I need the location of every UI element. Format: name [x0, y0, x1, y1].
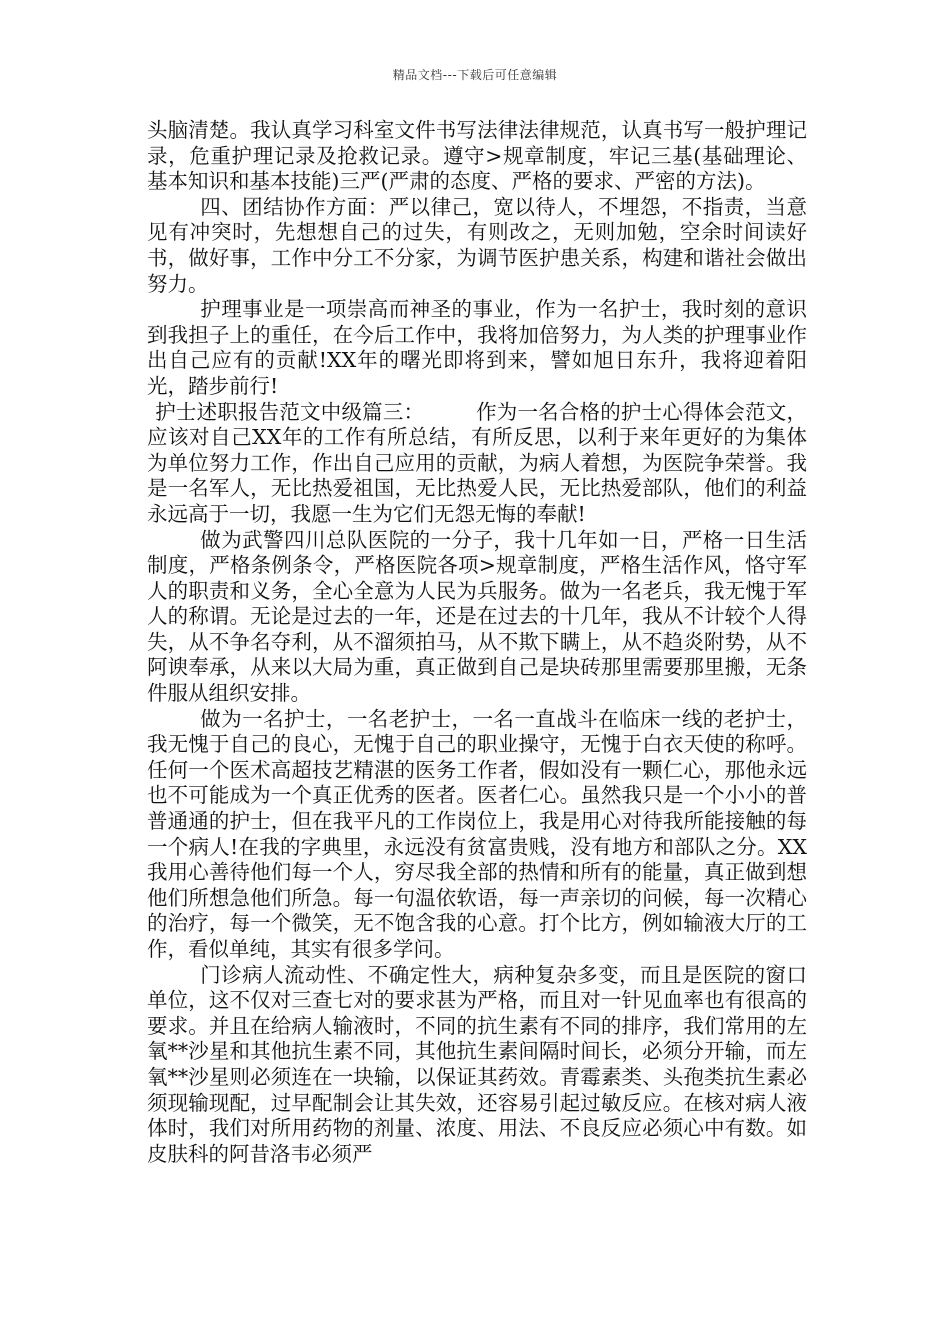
paragraph-teamwork: 四、团结协作方面：严以律己，宽以待人，不埋怨，不指责，当意见有冲突时，先想想自己的过失，有则改之，无则加勉，空余时间读好书，做好事，工作中分工不分家，为调节医护患关系，构建和谐社会做出努力。 [147, 194, 807, 296]
paragraph-nursing-career: 护理事业是一项崇高而神圣的事业，作为一名护士，我时刻的意识到我担子上的重任，在今后工作中，我将加倍努力，为人类的护理事业作出自己应有的贡献!XX年的曙光即将到来，譬如旭日东升，我将迎着阳光，踏步前行! [147, 297, 807, 398]
paragraph-outpatient: 门诊病人流动性、不确定性大，病种复杂多变，而且是医院的窗口单位，这不仅对三查七对的要求甚为严格，而且对一针见血率也有很高的要求。并且在给病人输液时，不同的抗生素有不同的排序，我们常用的左氧**沙星和其他抗生素不同，其他抗生素间隔时间长，必须分开输，而左氧**沙星则必须连在一块输，以保证其药效。青霉素类、头孢类抗生素必须现输现配，过早配制会让其失效，还容易引起过敏反应。在核对病人液体时，我们对所用药物的剂量、浓度、用法、不良反应必须心中有数。如皮肤科的阿昔洛韦必须严 [147, 962, 807, 1166]
paragraph-hospital-member: 做为武警四川总队医院的一分子，我十几年如一日，严格一日生活制度，严格条例条令，严格医院各项>规章制度，严格生活作风，恪守军人的职责和义务，全心全意为人民为兵服务。做为一名老兵，我无愧于军人的称谓。无论是过去的一年，还是在过去的十几年，我从不计较个人得失，从不争名夺利，从不溜须拍马，从不欺下瞒上，从不趋炎附势，从不阿谀奉承，从来以大局为重，真正做到自己是块砖那里需要那里搬，无条件服从组织安排。 [147, 527, 807, 706]
paragraph-section-three: 护士述职报告范文中级篇三： 作为一名合格的护士心得体会范文，应该对自己XX年的工作有所总结，有所反思，以利于来年更好的为集体为单位努力工作，作出自己应用的贡献，为病人着想，为医院争荣誉。我是一名军人，无比热爱祖国，无比热爱人民，无比热爱部队，他们的利益永远高于一切，我愿一生为它们无怨无悔的奉献! [147, 399, 807, 526]
paragraph-continuation: 头脑清楚。我认真学习科室文件书写法律法律规范，认真书写一般护理记录，危重护理记录及抢救记录。遵守>规章制度，牢记三基(基础理论、基本知识和基本技能)三严(严肃的态度、严格的要求、严密的方法)。 [147, 118, 807, 194]
page-header: 精品文档---下载后可任意编辑 [392, 68, 558, 82]
document-body [147, 118, 807, 1167]
paragraph-old-nurse: 做为一名护士，一名老护士，一名一直战斗在临床一线的老护士，我无愧于自己的良心，无愧于自己的职业操守，无愧于白衣天使的称呼。任何一个医术高超技艺精湛的医务工作者，假如没有一颗仁心，那他永远也不可能成为一个真正优秀的医者。医者仁心。虽然我只是一个小小的普普通通的护士，但在我平凡的工作岗位上，我是用心对待我所能接触的每一个病人!在我的字典里，永远没有贫富贵贱，没有地方和部队之分。XX我用心善待他们每一个人，穷尽我全部的热情和所有的能量，真正做到想他们所想急他们所急。每一句温依软语，每一声亲切的问候，每一次精心的治疗，每一个微笑，无不饱含我的心意。打个比方，例如输液大厅的工作，看似单纯，其实有很多学问。 [147, 706, 807, 961]
